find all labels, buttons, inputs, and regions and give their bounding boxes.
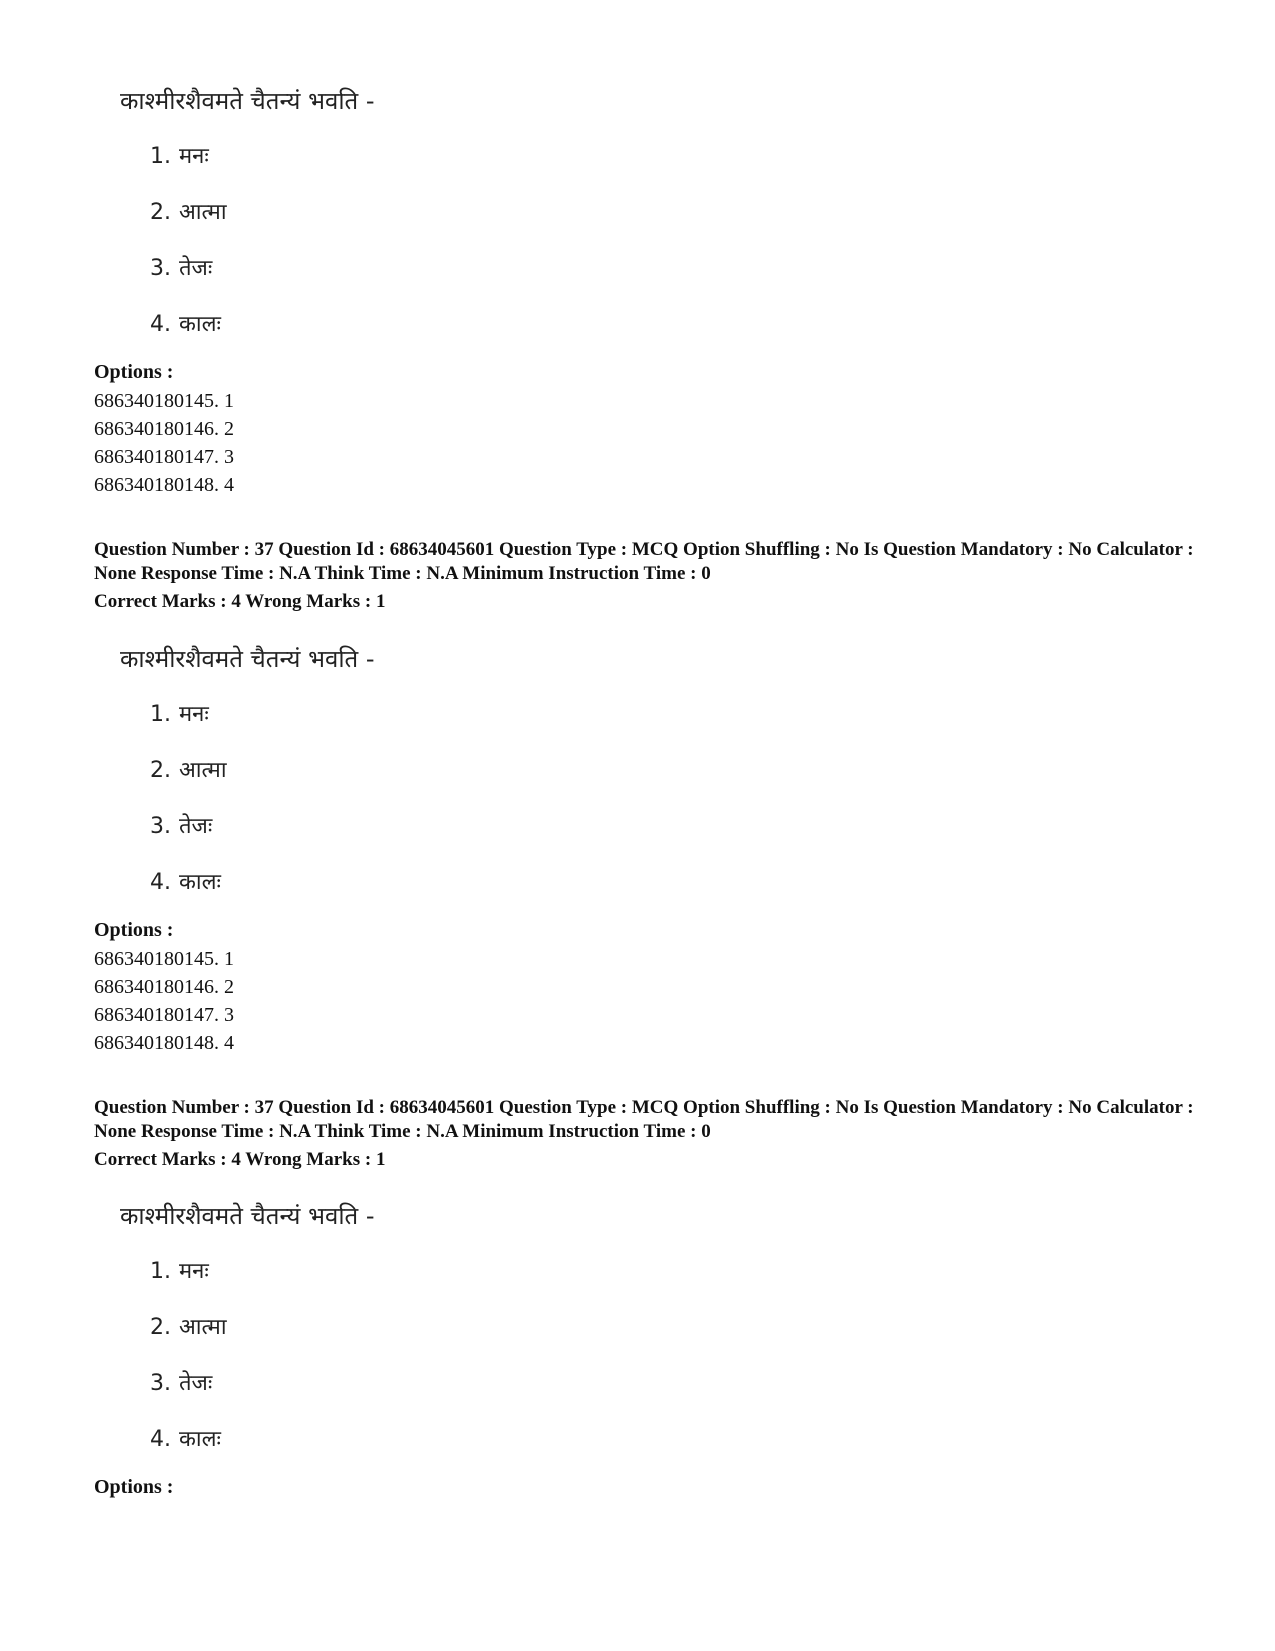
question-marks: Correct Marks : 4 Wrong Marks : 1 (94, 591, 386, 612)
options-label: Options : (94, 361, 174, 383)
choice-2: 2. आत्मा (150, 758, 227, 783)
choice-2: 2. आत्मा (150, 200, 227, 225)
choice-3: 3. तेजः (150, 1371, 213, 1396)
question-stem: काश्मीरशैवमते चैतन्यं भवति - (120, 87, 375, 115)
option-line: 686340180148. 4 (94, 1032, 234, 1054)
option-line: 686340180148. 4 (94, 474, 234, 496)
option-line: 686340180145. 1 (94, 948, 234, 970)
option-line: 686340180146. 2 (94, 976, 234, 998)
options-label: Options : (94, 919, 174, 941)
option-line: 686340180146. 2 (94, 418, 234, 440)
question-stem: काश्मीरशैवमते चैतन्यं भवति - (120, 1202, 375, 1230)
choice-4: 4. कालः (150, 312, 221, 337)
option-line: 686340180147. 3 (94, 1004, 234, 1026)
choice-3: 3. तेजः (150, 256, 213, 281)
question-marks: Correct Marks : 4 Wrong Marks : 1 (94, 1149, 386, 1170)
options-label: Options : (94, 1476, 174, 1498)
option-line: 686340180147. 3 (94, 446, 234, 468)
choice-1: 1. मनः (150, 1259, 209, 1284)
question-header: Question Number : 37 Question Id : 68634045601 Question Type : MCQ Option Shuffling : No Is Question Mandatory : No Calculator : None Response Time : N.A Think Time : N.A Minimum Instruction Time : 0 (94, 539, 1194, 584)
choice-1: 1. मनः (150, 144, 209, 169)
choice-4: 4. कालः (150, 1427, 221, 1452)
choice-3: 3. तेजः (150, 814, 213, 839)
question-header: Question Number : 37 Question Id : 68634045601 Question Type : MCQ Option Shuffling : No Is Question Mandatory : No Calculator : None Response Time : N.A Think Time : N.A Minimum Instruction Time : 0 (94, 1097, 1194, 1142)
choice-2: 2. आत्मा (150, 1315, 227, 1340)
question-stem: काश्मीरशैवमते चैतन्यं भवति - (120, 645, 375, 673)
option-line: 686340180145. 1 (94, 390, 234, 412)
choice-1: 1. मनः (150, 702, 209, 727)
choice-4: 4. कालः (150, 870, 221, 895)
